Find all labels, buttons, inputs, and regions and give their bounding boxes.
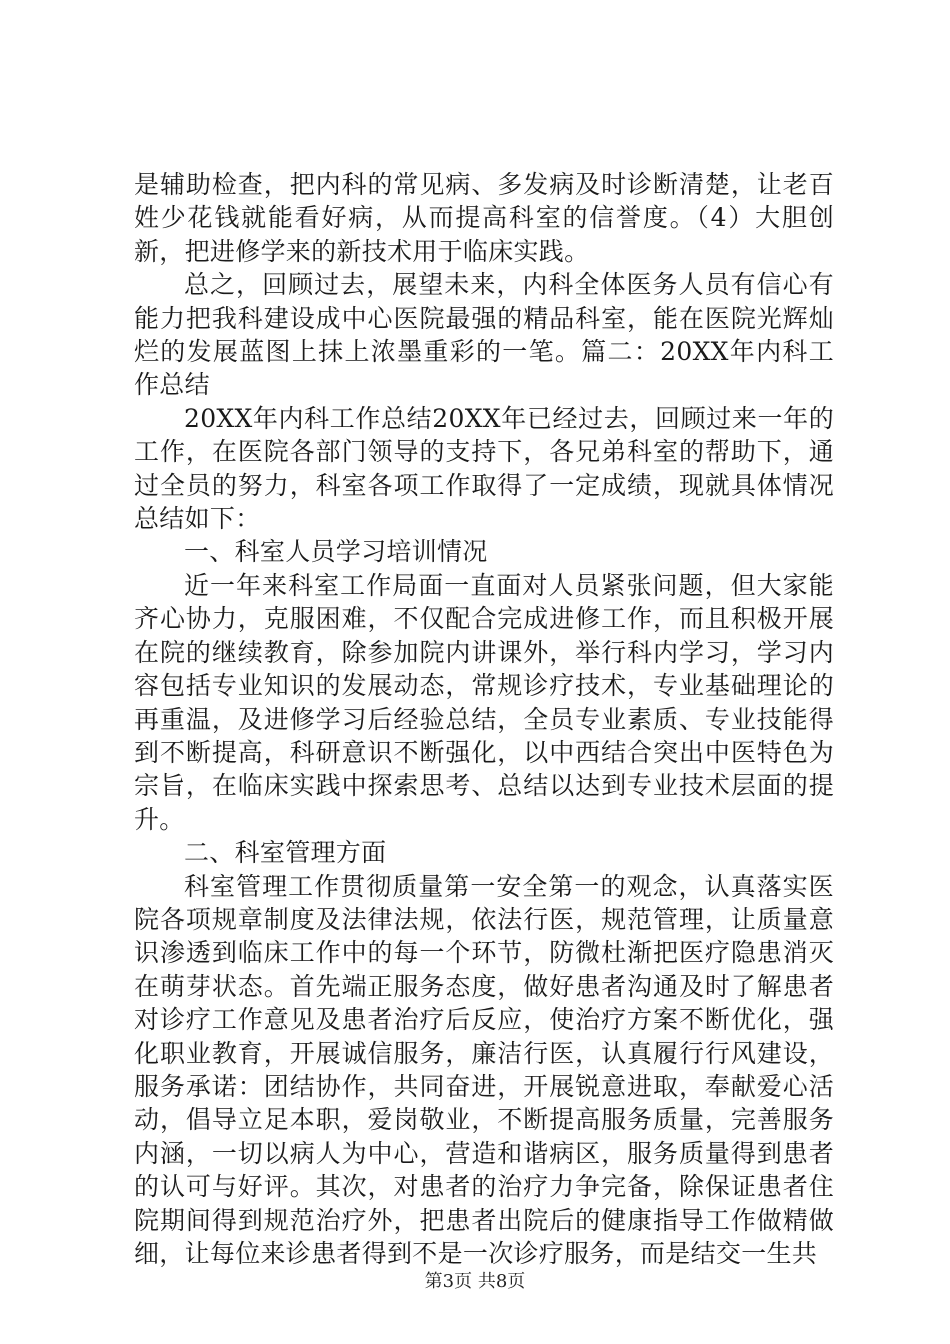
paragraph-management: 科室管理工作贯彻质量第一安全第一的观念，认真落实医院各项规章制度及法律法规，依法行医，规范管理，让质量意识渗透到临床工作中的每一个环节，防微杜渐把医疗隐患消灭在萌芽状态。首先端正服务态度，做好患者沟通及时了解患者对诊疗工作意见及患者治疗后反应，使治疗方案不断优化，强化职业教育，开展诚信服务，廉洁行医，认真履行行风建设，服务承诺：团结协作，共同奋进，开展锐意进取，奉献爱心活动，倡导立足本职，爱岗敬业，不断提高服务质量，完善服务内涵，一切以病人为中心，营造和谐病区，服务质量得到患者的认可与好评。其次，对患者的治疗力争完备，除保证患者住院期间得到规范治疗外，把患者出院后的健康指导工作做精做细，让每位来诊患者得到不是一次诊疗服务，而是结交一生共 — [134, 871, 834, 1268]
paragraph-summary: 总之，回顾过去，展望未来，内科全体医务人员有信心有能力把我科建设成中心医院最强的精品科室，能在医院光辉灿烂的发展蓝图上抹上浓墨重彩的一笔。篇二：20XX年内科工作总结 — [134, 270, 834, 400]
section-heading-management: 二、科室管理方面 — [184, 838, 387, 868]
paragraph-training: 近一年来科室工作局面一直面对人员紧张问题，但大家能齐心协力，克服困难，不仅配合完成进修工作，而且积极开展在院的继续教育，除参加院内讲课外，举行科内学习，学习内容包括专业知识的发展动态，常规诊疗技术，专业基础理论的再重温，及进修学习后经验总结，全员专业素质、专业技能得到不断提高，科研意识不断强化，以中西结合突出中医特色为宗旨，在临床实践中探索思考、总结以达到专业技术层面的提升。 — [134, 570, 834, 834]
section-heading-training: 一、科室人员学习培训情况 — [184, 537, 488, 567]
page-number-footer: 第3页 共8页 — [424, 1271, 526, 1292]
paragraph-continuation: 是辅助检查，把内科的常见病、多发病及时诊断清楚，让老百姓少花钱就能看好病，从而提高科室的信誉度。（4）大胆创新，把进修学来的新技术用于临床实践。 — [134, 170, 834, 266]
paragraph-intro: 20XX年内科工作总结20XX年已经过去，回顾过来一年的工作，在医院各部门领导的支持下，各兄弟科室的帮助下，通过全员的努力，科室各项工作取得了一定成绩，现就具体情况总结如下： — [134, 403, 834, 534]
document-body — [134, 168, 834, 1270]
